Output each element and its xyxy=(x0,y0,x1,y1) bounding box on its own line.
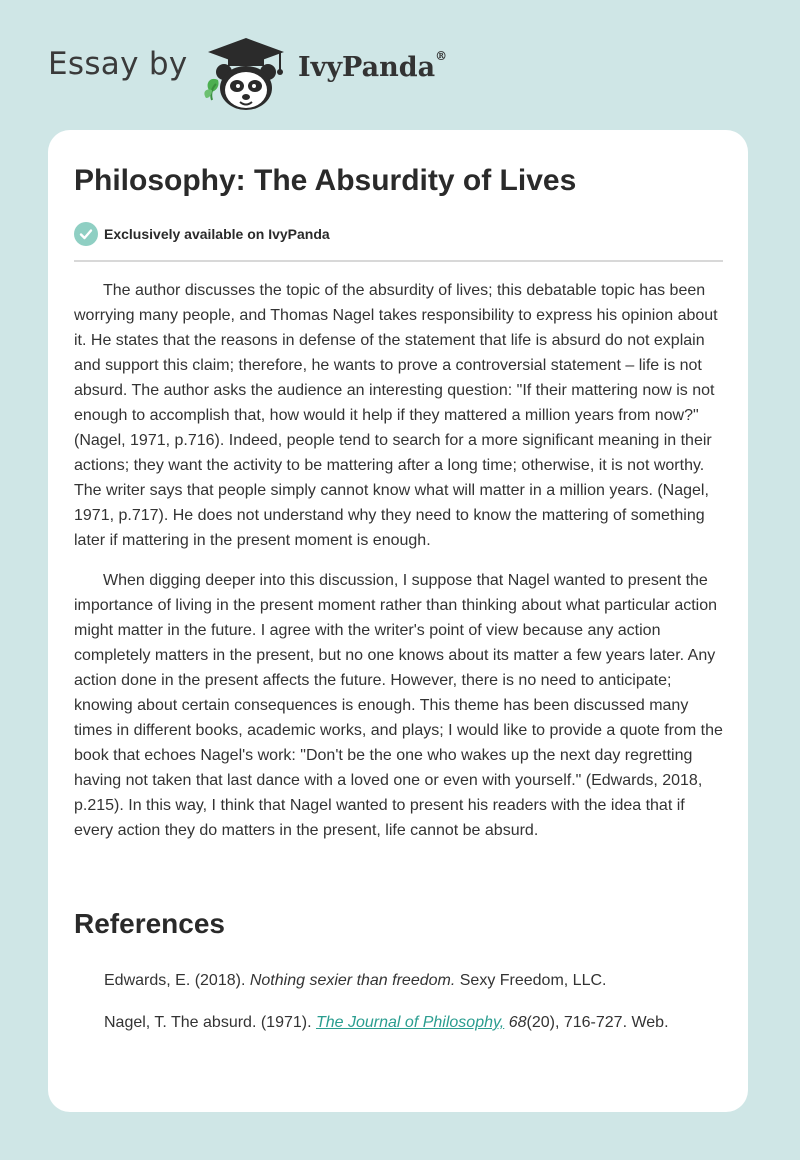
journal-link[interactable]: The Journal of Philosophy, xyxy=(315,1014,505,1031)
paragraph: The author discusses the topic of the absurdity of lives; this debatable topic has been worrying many people, and Thomas Nagel takes responsibility to express his opinion about it. He states that the reasons in defense of the statement that life is absurd do not explain and support this claim; therefore, he wants to prove a controversial statement – life is not absurd. The author asks the audience an interesting question: "If their mattering now is not enough to accomplish that, how would it help if they mattered a million years from now?" (Nagel, 1971, p.716). Indeed, people tend to search for a more significant meaning in their actions; they want the activity to be mattering after a long time; otherwise, it is not worthy. The writer says that people simply cannot know what will matter in a million years. (Nagel, 1971, p.717). He does not understand why they need to know the mattering of something later if mattering in the present moment is enough. xyxy=(74,282,718,549)
references-heading: References xyxy=(74,908,225,939)
reference-book-title: Nothing sexier than freedom. xyxy=(249,972,456,989)
exclusive-badge xyxy=(74,222,330,246)
registered-mark: ® xyxy=(435,49,448,63)
essay-body xyxy=(74,278,726,858)
site-header xyxy=(48,36,568,116)
divider xyxy=(74,260,723,262)
essay-by-label: Essay by xyxy=(48,46,188,82)
page-title: Philosophy: The Absurdity of Lives xyxy=(74,164,577,197)
check-icon xyxy=(74,222,98,246)
panda-logo-icon[interactable] xyxy=(200,36,292,112)
reference-item: Nagel, T. The absurd. (1971). The Journal of Philosophy, 68(20), 716-727. Web. xyxy=(104,1014,669,1031)
reference-item: Edwards, E. (2018). Nothing sexier than freedom. Sexy Freedom, LLC. xyxy=(104,972,607,989)
exclusive-label: Exclusively available on IvyPanda xyxy=(104,226,330,242)
paragraph: When digging deeper into this discussion, I suppose that Nagel wanted to present the importance of living in the present moment rather than thinking about what particular action might matter in the future. I agree with the writer's point of view because any action completely matters in the present, but no one knows about its matter a few years later. Any action done in the present affects the future. However, there is no need to anticipate; knowing about certain consequences is enough. This theme has been discussed many times in different books, academic works, and plays; I would like to provide a quote from the book that echoes Nagel's work: "Don't be the one who wakes up the next day regretting having not taken that last dance with a loved one or even with yourself." (Edwards, 2018, p.215). In this way, I think that Nagel wanted to present his readers with the idea that if every action they do matters in the present, life cannot be absurd. xyxy=(74,572,723,839)
reference-volume: 68 xyxy=(508,1014,527,1031)
essay-card xyxy=(48,130,748,1112)
brand-name[interactable]: IvyPanda® xyxy=(298,49,448,83)
